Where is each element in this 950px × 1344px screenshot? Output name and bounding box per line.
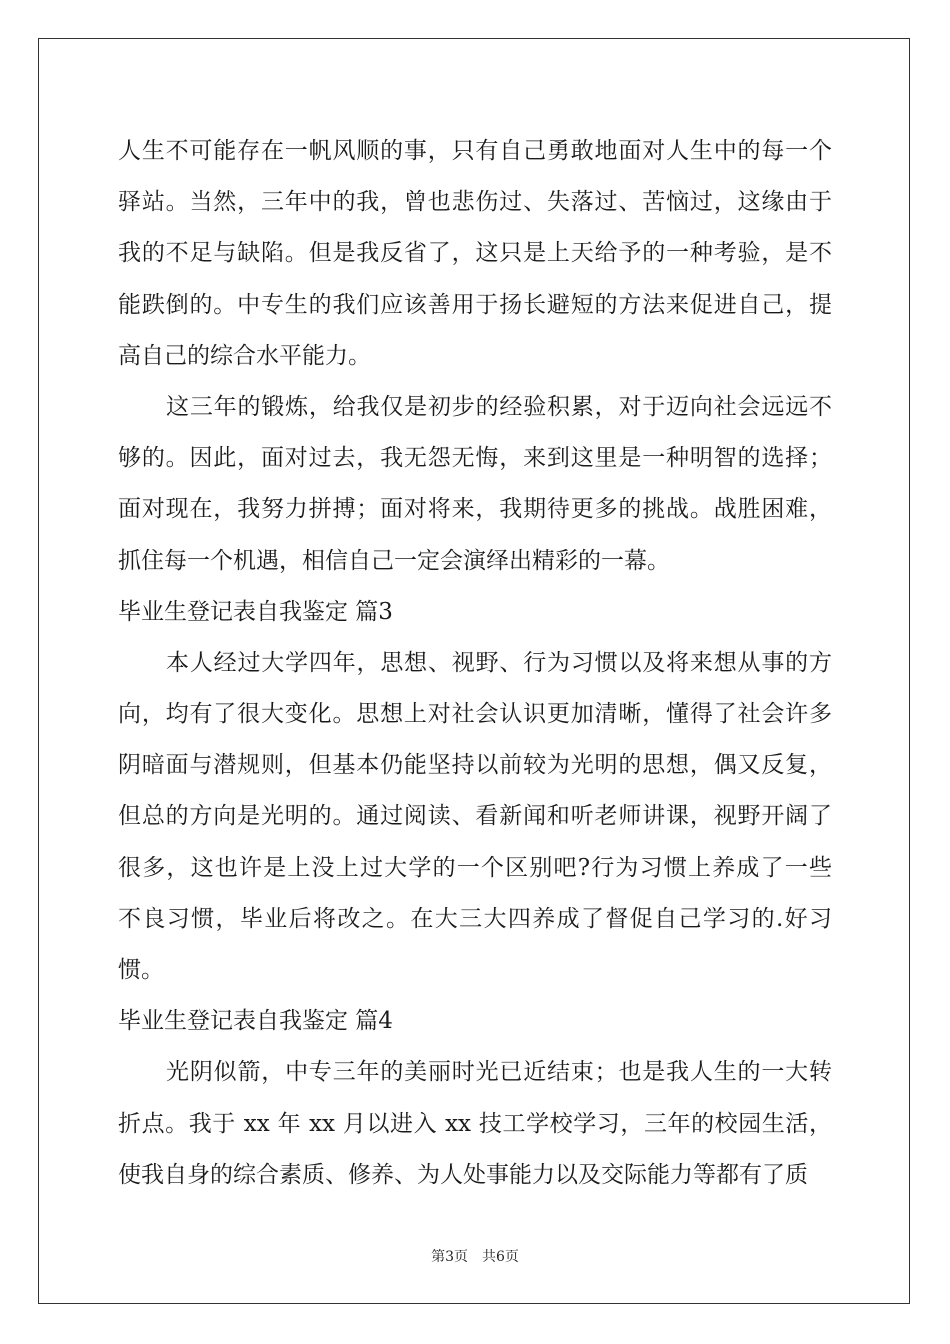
paragraph-line: 向，均有了很大变化。思想上对社会认识更加清晰，懂得了社会许多 (118, 701, 832, 728)
paragraph-line: 人生不可能存在一帆风顺的事，只有自己勇敢地面对人生中的每一个 (118, 138, 832, 164)
paragraph-line: 够的。因此，面对过去，我无怨无悔，来到这里是一种明智的选择； (118, 445, 832, 472)
paragraph-line: 抓住每一个机遇，相信自己一定会演绎出精彩的一幕。 (118, 547, 670, 574)
paragraph-line: 折点。我于 xx 年 xx 月以进入 xx 技工学校学习，三年的校园生活， (118, 1110, 832, 1137)
paragraph-line: 阴暗面与潜规则，但基本仍能坚持以前较为光明的思想，偶又反复， (118, 752, 832, 779)
paragraph-line: 惯。 (118, 957, 164, 983)
paragraph-line: 不良习惯，毕业后将改之。在大三大四养成了督促自己学习的.好习 (118, 905, 832, 932)
page-number: 第3页 (431, 1249, 468, 1265)
paragraph-line: 这三年的锻炼，给我仅是初步的经验积累，对于迈向社会远远不 (166, 393, 832, 420)
paragraph-line: 光阴似箭，中专三年的美丽时光已近结束；也是我人生的一大转 (166, 1059, 832, 1086)
section-heading: 毕业生登记表自我鉴定 篇3 (118, 598, 393, 625)
page-footer (0, 1246, 950, 1266)
paragraph-line: 能跌倒的。中专生的我们应该善用于扬长避短的方法来促进自己，提 (118, 291, 832, 318)
document-body (118, 126, 832, 1201)
paragraph-line: 很多，这也许是上没上过大学的一个区别吧?行为习惯上养成了一些 (118, 854, 832, 881)
paragraph-line: 但总的方向是光明的。通过阅读、看新闻和听老师讲课，视野开阔了 (118, 803, 832, 830)
paragraph-line: 面对现在，我努力拼搏；面对将来，我期待更多的挑战。战胜困难， (118, 496, 832, 523)
paragraph-line: 高自己的综合水平能力。 (118, 342, 371, 369)
paragraph-line: 驿站。当然，三年中的我，曾也悲伤过、失落过、苦恼过，这缘由于 (118, 189, 832, 216)
paragraph-line: 使我自身的综合素质、修养、为人处事能力以及交际能力等都有了质 (118, 1161, 808, 1188)
paragraph-line: 本人经过大学四年，思想、视野、行为习惯以及将来想从事的方 (166, 649, 832, 676)
paragraph-line: 我的不足与缺陷。但是我反省了，这只是上天给予的一种考验，是不 (118, 240, 832, 267)
page-total: 共6页 (482, 1249, 519, 1265)
section-heading: 毕业生登记表自我鉴定 篇4 (118, 1008, 393, 1035)
